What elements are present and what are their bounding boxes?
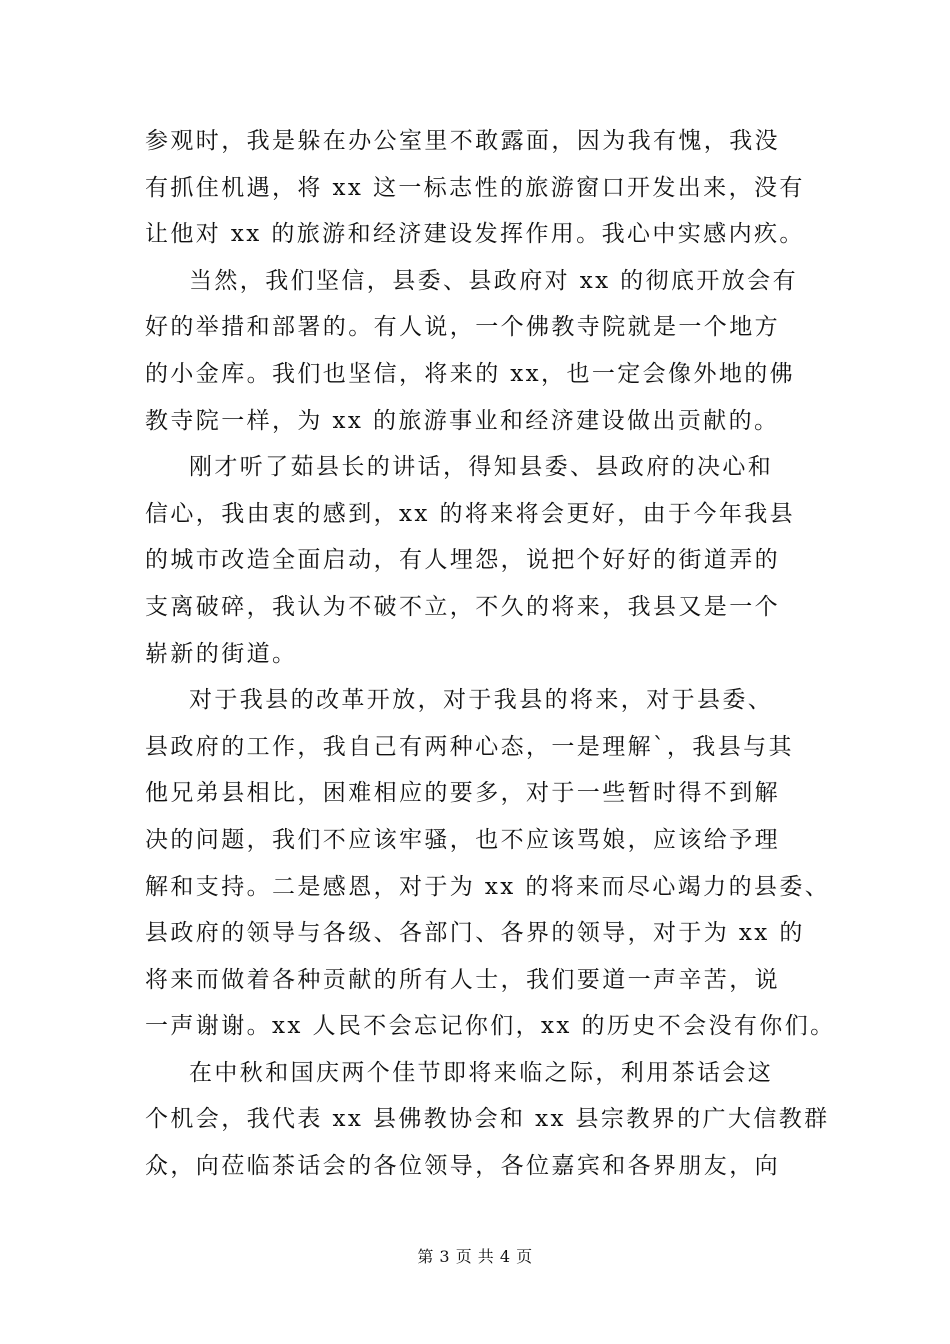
text-line: 个机会，我代表 xx 县佛教协会和 xx 县宗教界的广大信教群 xyxy=(145,1106,830,1133)
text-line: 有抓住机遇，将 xx 这一标志性的旅游窗口开发出来，没有 xyxy=(145,174,805,201)
document-body xyxy=(145,118,836,1190)
text-line: 对于我县的改革开放，对于我县的将来，对于县委、 xyxy=(189,687,774,714)
text-line: 教寺院一样，为 xx 的旅游事业和经济建设做出贡献的。 xyxy=(145,407,780,434)
text-line: 将来而做着各种贡献的所有人士，我们要道一声辛苦，说 xyxy=(145,966,780,993)
text-line: 好的举措和部署的。有人说，一个佛教寺院就是一个地方 xyxy=(145,314,780,341)
text-line: 解和支持。二是感恩，对于为 xx 的将来而尽心竭力的县委、 xyxy=(145,873,831,900)
text-line: 的城市改造全面启动，有人埋怨，说把个好好的街道弄的 xyxy=(145,547,780,574)
text-line: 刚才听了茹县长的讲话，得知县委、县政府的决心和 xyxy=(189,454,774,481)
text-line: 参观时，我是躲在办公室里不敢露面，因为我有愧，我没 xyxy=(145,128,780,154)
text-line: 信心，我由衷的感到，xx 的将来将会更好，由于今年我县 xyxy=(145,500,796,527)
text-line: 让他对 xx 的旅游和经济建设发挥作用。我心中实感内疚。 xyxy=(145,221,805,248)
text-line: 他兄弟县相比，困难相应的要多，对于一些暂时得不到解 xyxy=(145,780,780,807)
text-line: 县政府的领导与各级、各部门、各界的领导，对于为 xx 的 xyxy=(145,920,805,947)
text-line: 决的问题，我们不应该牢骚，也不应该骂娘，应该给予理 xyxy=(145,826,780,853)
page-footer: 第 3 页 共 4 页 xyxy=(417,1247,533,1266)
text-line: 崭新的街道。 xyxy=(145,640,298,667)
text-line: 在中秋和国庆两个佳节即将来临之际，利用茶话会这 xyxy=(189,1059,774,1086)
text-line: 当然，我们坚信，县委、县政府对 xx 的彻底开放会有 xyxy=(189,267,798,294)
text-line: 县政府的工作，我自己有两种心态，一是理解`，我县与其 xyxy=(145,733,794,760)
text-line: 支离破碎，我认为不破不立，不久的将来，我县又是一个 xyxy=(145,593,780,620)
text-line: 的小金库。我们也坚信，将来的 xx，也一定会像外地的佛 xyxy=(145,360,796,387)
text-line: 一声谢谢。xx 人民不会忘记你们，xx 的历史不会没有你们。 xyxy=(145,1013,836,1040)
text-line: 众，向莅临茶话会的各位领导，各位嘉宾和各界朋友，向 xyxy=(145,1153,780,1180)
